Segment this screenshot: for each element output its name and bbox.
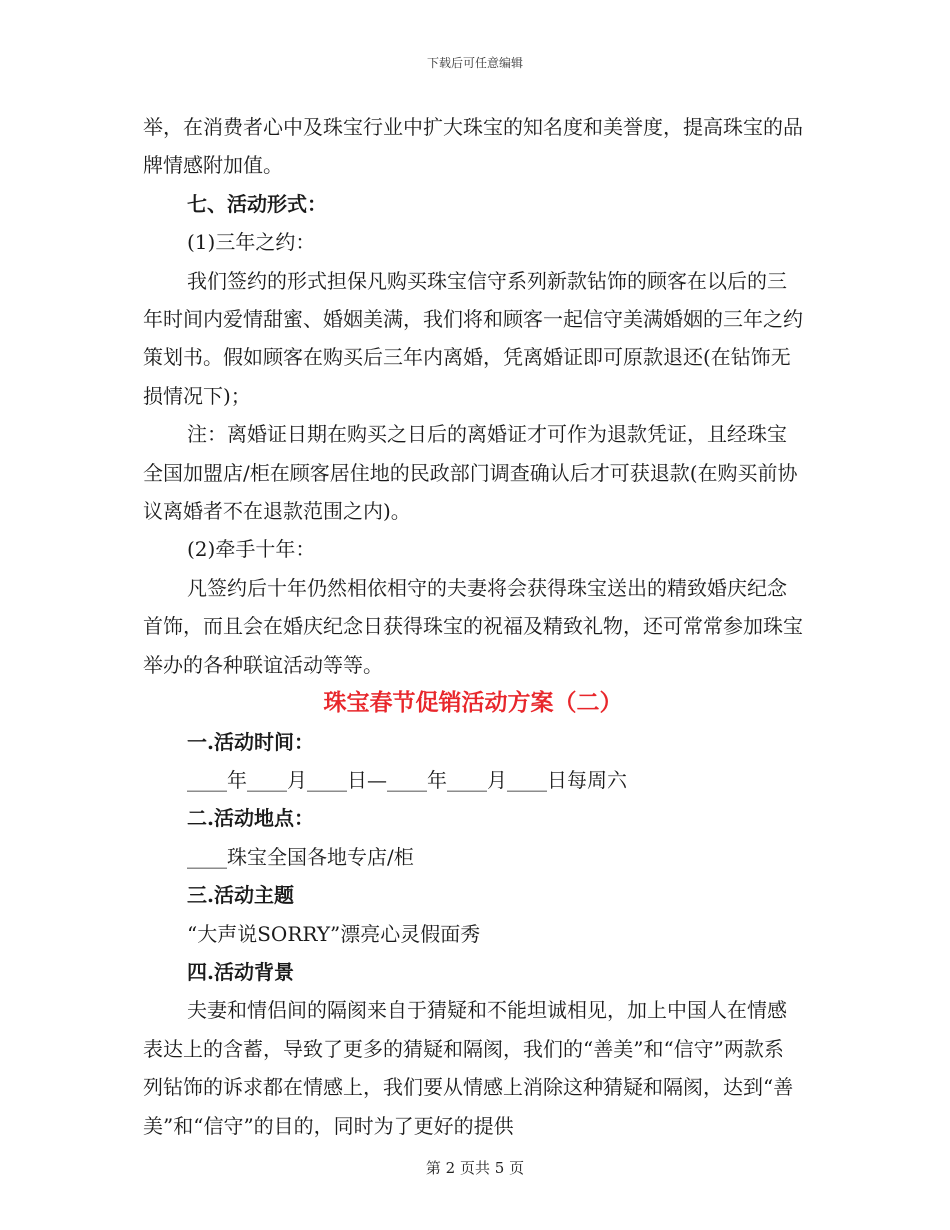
page-footer: 第 2 页共 5 页 <box>425 1159 525 1177</box>
page-header: 下载后可任意编辑 <box>426 56 523 70</box>
item-ten-year-label: (2)牵手十年： <box>187 537 316 562</box>
activity-theme-value: “大声说SORRY”漂亮心灵假面秀 <box>187 921 481 946</box>
heading-activity-time: 一.活动时间： <box>187 729 314 754</box>
activity-time-value: ____年____月____日—____年____月____日每周六 <box>187 767 627 792</box>
intro-paragraph: 举，在消费者心中及珠宝行业中扩大珠宝的知名度和美誉度，提高珠宝的品牌情感附加值。 <box>143 115 803 178</box>
item-three-year-note: 注：离婚证日期在购买之日后的离婚证才可作为退款凭证，且经珠宝全国加盟店/柜在顾客居住地的民政部门调查确认后才可获退款(在购买前协议离婚者不在退款范围之内)。 <box>143 422 798 524</box>
item-three-year-body: 我们签约的形式担保凡购买珠宝信守系列新款钻饰的顾客在以后的三年时间内爱情甜蜜、婚姻美满，我们将和顾客一起信守美满婚姻的三年之约策划书。假如顾客在购买后三年内离婚，凭离婚证即可原款退还(在钻饰无损情况下)； <box>143 268 803 408</box>
item-ten-year-body: 凡签约后十年仍然相依相守的夫妻将会获得珠宝送出的精致婚庆纪念首饰，而且会在婚庆纪念日获得珠宝的祝福及精致礼物，还可常常参加珠宝举办的各种联谊活动等等。 <box>143 575 803 677</box>
activity-background-body: 夫妻和情侣间的隔阂来自于猜疑和不能坦诚相见，加上中国人在情感表达上的含蓄，导致了更多的猜疑和隔阂，我们的“善美”和“信守”两款系列钻饰的诉求都在情感上，我们要从情感上消除这种猜疑和隔阂，达到“善美”和“信守”的目的，同时为了更好的提供 <box>143 998 794 1138</box>
activity-place-value: ____珠宝全国各地专店/柜 <box>187 844 414 869</box>
document-title: 珠宝春节促销活动方案（二） <box>323 689 623 717</box>
document-body <box>143 108 803 1145</box>
item-three-year-label: (1)三年之约： <box>187 230 316 255</box>
heading-activity-theme: 三.活动主题 <box>187 883 294 908</box>
heading-activity-place: 二.活动地点： <box>187 806 314 831</box>
heading-activity-form: 七、活动形式： <box>187 191 327 216</box>
heading-activity-background: 四.活动背景 <box>187 959 294 984</box>
